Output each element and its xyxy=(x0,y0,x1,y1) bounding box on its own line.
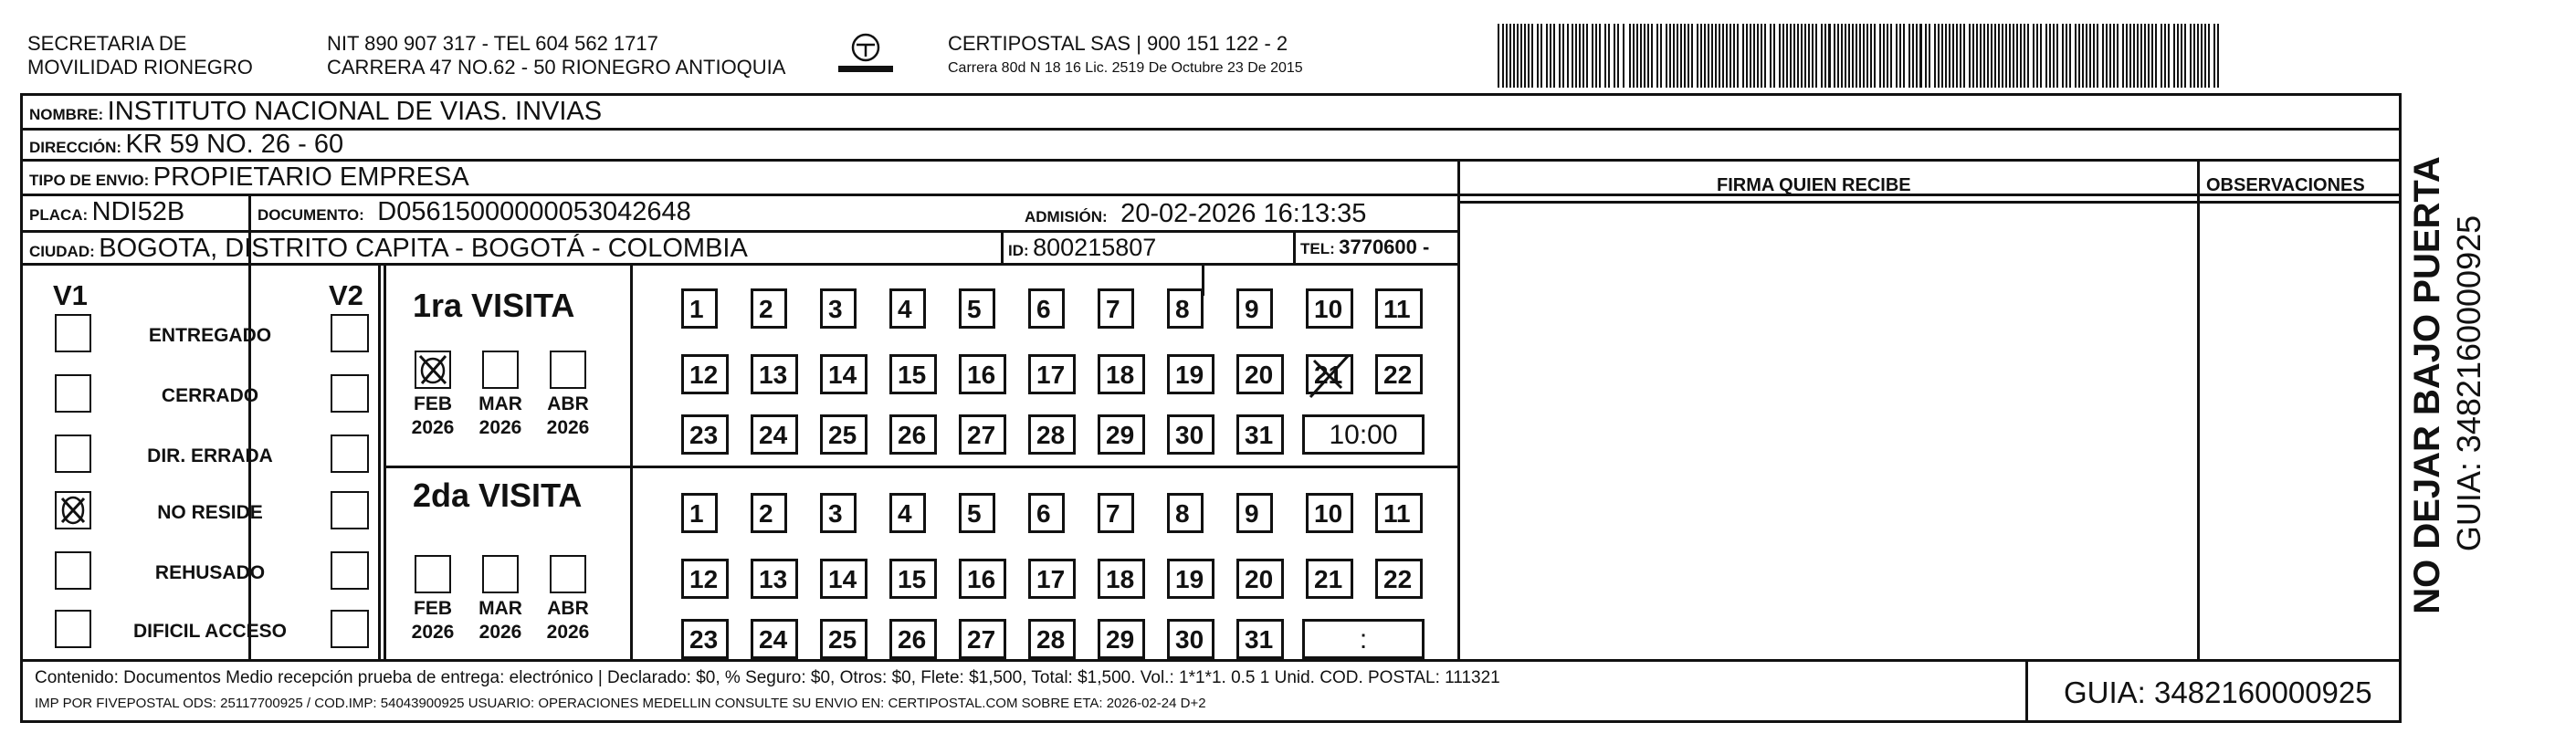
day-box[interactable]: 3 xyxy=(820,493,857,533)
day-box[interactable]: 5 xyxy=(959,288,995,329)
day-box[interactable]: 28 xyxy=(1028,619,1076,659)
footer-guia: GUIA: 3482160000925 xyxy=(2064,675,2372,709)
month-name: MAR xyxy=(478,393,522,414)
admision-value: 20-02-2026 16:13:35 xyxy=(1120,199,1367,228)
month-checkbox[interactable] xyxy=(550,555,586,593)
day-box[interactable]: 1 xyxy=(681,493,718,533)
side-no-dejar: NO DEJAR BAJO PUERTA xyxy=(2407,156,2447,614)
day-box[interactable]: 30 xyxy=(1167,414,1214,455)
v1-checkbox[interactable] xyxy=(55,491,91,529)
month-checkbox[interactable] xyxy=(415,351,451,389)
day-box[interactable]: 24 xyxy=(751,414,798,455)
cross-mark-icon xyxy=(1305,351,1360,403)
day-box[interactable]: 13 xyxy=(751,559,798,599)
month-label xyxy=(471,597,530,644)
month-name: MAR xyxy=(478,598,522,619)
month-name: ABR xyxy=(547,598,589,619)
contenido-text: Contenido: Documentos Medio recepción prueba de entrega: electrónico | Declarado: $0, % Seguro: $0, Otros: $0, Flete: $1,500, Total: $1,500. Vol.: 1*1*1. 0.5 1 Unid. COD. POSTAL: 111321 xyxy=(35,668,1500,687)
month-label xyxy=(404,597,462,644)
month-checkbox[interactable] xyxy=(482,555,519,593)
admision-label: ADMISIÓN: xyxy=(1025,208,1108,225)
month-year: 2026 xyxy=(478,417,522,438)
day-box[interactable]: 8 xyxy=(1167,288,1204,329)
day-box[interactable]: 8 xyxy=(1167,493,1204,533)
month-year: 2026 xyxy=(546,417,590,438)
ciudad-field xyxy=(29,234,748,264)
ciudad-value: BOGOTA, DISTRITO CAPITA - BOGOTÁ - COLOMBIA xyxy=(99,234,748,263)
direccion-label: DIRECCIÓN: xyxy=(29,139,122,156)
nombre-row xyxy=(29,97,602,127)
day-box[interactable]: 20 xyxy=(1236,354,1284,394)
day-box[interactable]: 7 xyxy=(1098,493,1134,533)
day-box[interactable]: 22 xyxy=(1375,559,1423,599)
month-year: 2026 xyxy=(546,622,590,643)
status-label: ENTREGADO xyxy=(148,325,272,346)
status-label: DIR. ERRADA xyxy=(147,445,273,466)
status-label: CERRADO xyxy=(161,385,259,406)
month-name: FEB xyxy=(414,393,452,414)
second-visit-time[interactable]: : xyxy=(1302,619,1425,659)
month-label xyxy=(404,393,462,440)
day-box[interactable]: 15 xyxy=(889,559,937,599)
nit-line: NIT 890 907 317 - TEL 604 562 1717 xyxy=(327,32,658,55)
month-checkbox[interactable] xyxy=(550,351,586,389)
v2-checkbox[interactable] xyxy=(331,435,369,473)
month-checkbox[interactable] xyxy=(415,555,451,593)
placa-value: NDI52B xyxy=(91,197,185,226)
day-box[interactable]: 29 xyxy=(1098,414,1145,455)
day-box[interactable]: 31 xyxy=(1236,414,1284,455)
v2-checkbox[interactable] xyxy=(331,314,369,352)
day-box[interactable]: 25 xyxy=(820,619,867,659)
v1-checkbox[interactable] xyxy=(55,314,91,352)
day-box[interactable]: 9 xyxy=(1236,288,1273,329)
day-box[interactable]: 19 xyxy=(1167,559,1214,599)
address-line: CARRERA 47 NO.62 - 50 RIONEGRO ANTIOQUIA xyxy=(327,56,786,79)
tipo-envio-label: TIPO DE ENVIO: xyxy=(29,172,150,189)
month-label xyxy=(539,597,597,644)
v1-checkbox[interactable] xyxy=(55,374,91,413)
day-box[interactable]: 5 xyxy=(959,493,995,533)
day-box[interactable]: 22 xyxy=(1375,354,1423,394)
day-box[interactable]: 26 xyxy=(889,414,937,455)
month-name: FEB xyxy=(414,598,452,619)
tipo-envio-value: PROPIETARIO EMPRESA xyxy=(152,162,469,192)
id-label: ID: xyxy=(1008,242,1029,259)
day-box[interactable]: 6 xyxy=(1028,493,1065,533)
placa-field xyxy=(29,197,184,227)
tel-value: 3770600 - xyxy=(1339,236,1430,258)
second-visit-title: 2da VISITA xyxy=(413,476,583,514)
issuer-line1: SECRETARIA DE xyxy=(27,32,187,55)
id-value: 800215807 xyxy=(1033,234,1157,261)
v2-checkbox[interactable] xyxy=(331,551,369,590)
day-box[interactable]: 10 xyxy=(1306,493,1353,533)
firma-header: FIRMA QUIEN RECIBE xyxy=(1717,175,1911,195)
month-label xyxy=(471,393,530,440)
direccion-value: KR 59 NO. 26 - 60 xyxy=(125,130,344,159)
day-box[interactable]: 29 xyxy=(1098,619,1145,659)
check-mark-icon xyxy=(416,352,449,387)
day-box[interactable]: 6 xyxy=(1028,288,1065,329)
nombre-label: NOMBRE: xyxy=(29,106,104,123)
day-box[interactable]: 11 xyxy=(1375,493,1423,533)
day-box[interactable]: 21 xyxy=(1306,559,1353,599)
v1-checkbox[interactable] xyxy=(55,551,91,590)
status-label: DIFICIL ACCESO xyxy=(132,621,287,642)
carrier-line: CERTIPOSTAL SAS | 900 151 122 - 2 xyxy=(948,32,1288,55)
month-label xyxy=(539,393,597,440)
placa-label: PLACA: xyxy=(29,206,89,224)
month-year: 2026 xyxy=(478,622,522,643)
day-box[interactable]: 14 xyxy=(820,354,867,394)
day-box[interactable]: 4 xyxy=(889,288,926,329)
barcode xyxy=(1498,24,2228,88)
day-box[interactable]: 27 xyxy=(959,414,1006,455)
day-box[interactable]: 2 xyxy=(751,493,787,533)
v1-checkbox[interactable] xyxy=(55,435,91,473)
day-box[interactable]: 17 xyxy=(1028,354,1076,394)
carrier-logo-icon xyxy=(836,33,895,79)
id-field xyxy=(1008,234,1156,262)
day-box[interactable]: 15 xyxy=(889,354,937,394)
nombre-value: INSTITUTO NACIONAL DE VIAS. INVIAS xyxy=(107,97,603,126)
tel-field xyxy=(1300,236,1429,259)
documento-label: DOCUMENTO: xyxy=(258,206,364,224)
day-box[interactable]: 10 xyxy=(1306,288,1353,329)
v1-label: V1 xyxy=(53,279,88,311)
v2-checkbox[interactable] xyxy=(331,491,369,529)
documento-field xyxy=(258,197,691,227)
day-box[interactable]: 21 xyxy=(1306,354,1353,394)
tel-label: TEL: xyxy=(1300,240,1335,257)
status-label: REHUSADO xyxy=(154,562,266,583)
day-box[interactable]: 16 xyxy=(959,559,1006,599)
v1-checkbox[interactable] xyxy=(55,610,91,648)
day-box[interactable]: 31 xyxy=(1236,619,1284,659)
day-box[interactable]: 28 xyxy=(1028,414,1076,455)
day-box[interactable]: 17 xyxy=(1028,559,1076,599)
day-box[interactable]: 26 xyxy=(889,619,937,659)
day-box[interactable]: 18 xyxy=(1098,354,1145,394)
ciudad-label: CIUDAD: xyxy=(29,243,95,260)
day-box[interactable]: 27 xyxy=(959,619,1006,659)
observaciones-header: OBSERVACIONES xyxy=(2206,175,2365,195)
day-box[interactable]: 30 xyxy=(1167,619,1214,659)
status-label: NO RESIDE xyxy=(157,502,263,523)
day-box[interactable]: 12 xyxy=(681,559,729,599)
carrier-license: Carrera 80d N 18 16 Lic. 2519 De Octubre 23 De 2015 xyxy=(948,60,1303,76)
month-year: 2026 xyxy=(411,417,455,438)
day-box[interactable]: 9 xyxy=(1236,493,1273,533)
day-box[interactable]: 11 xyxy=(1375,288,1423,329)
day-box[interactable]: 23 xyxy=(681,619,729,659)
day-box[interactable]: 7 xyxy=(1098,288,1134,329)
day-box[interactable]: 20 xyxy=(1236,559,1284,599)
day-box[interactable]: 19 xyxy=(1167,354,1214,394)
first-visit-time[interactable]: 10:00 xyxy=(1302,414,1425,455)
v2-label: V2 xyxy=(329,279,363,311)
imp-text: IMP POR FIVEPOSTAL ODS: 25117700925 / COD.IMP: 54043900925 USUARIO: OPERACIONES MEDELLIN CONSULTE SU ENVIO EN: CERTIPOSTAL.COM SOBRE ETA: 2026-02-24 D+2 xyxy=(35,696,1206,711)
month-checkbox[interactable] xyxy=(482,351,519,389)
day-box[interactable]: 13 xyxy=(751,354,798,394)
day-box[interactable]: 14 xyxy=(820,559,867,599)
day-box[interactable]: 3 xyxy=(820,288,857,329)
tipo-envio-row xyxy=(29,162,469,193)
day-box[interactable]: 4 xyxy=(889,493,926,533)
direccion-row xyxy=(29,130,343,160)
day-box[interactable]: 25 xyxy=(820,414,867,455)
day-box[interactable]: 24 xyxy=(751,619,798,659)
admision-field xyxy=(1025,199,1366,229)
month-year: 2026 xyxy=(411,622,455,643)
v2-checkbox[interactable] xyxy=(331,610,369,648)
check-mark-icon xyxy=(57,493,89,528)
first-visit-title: 1ra VISITA xyxy=(413,287,575,324)
issuer-line2: MOVILIDAD RIONEGRO xyxy=(27,56,253,79)
day-box[interactable]: 23 xyxy=(681,414,729,455)
day-box[interactable]: 18 xyxy=(1098,559,1145,599)
day-box[interactable]: 1 xyxy=(681,288,718,329)
day-box[interactable]: 16 xyxy=(959,354,1006,394)
day-box[interactable]: 12 xyxy=(681,354,729,394)
side-guia: GUIA: 3482160000925 xyxy=(2450,215,2487,552)
day-box[interactable]: 2 xyxy=(751,288,787,329)
month-name: ABR xyxy=(547,393,589,414)
documento-value: D05615000000053042648 xyxy=(377,197,691,226)
v2-checkbox[interactable] xyxy=(331,374,369,413)
